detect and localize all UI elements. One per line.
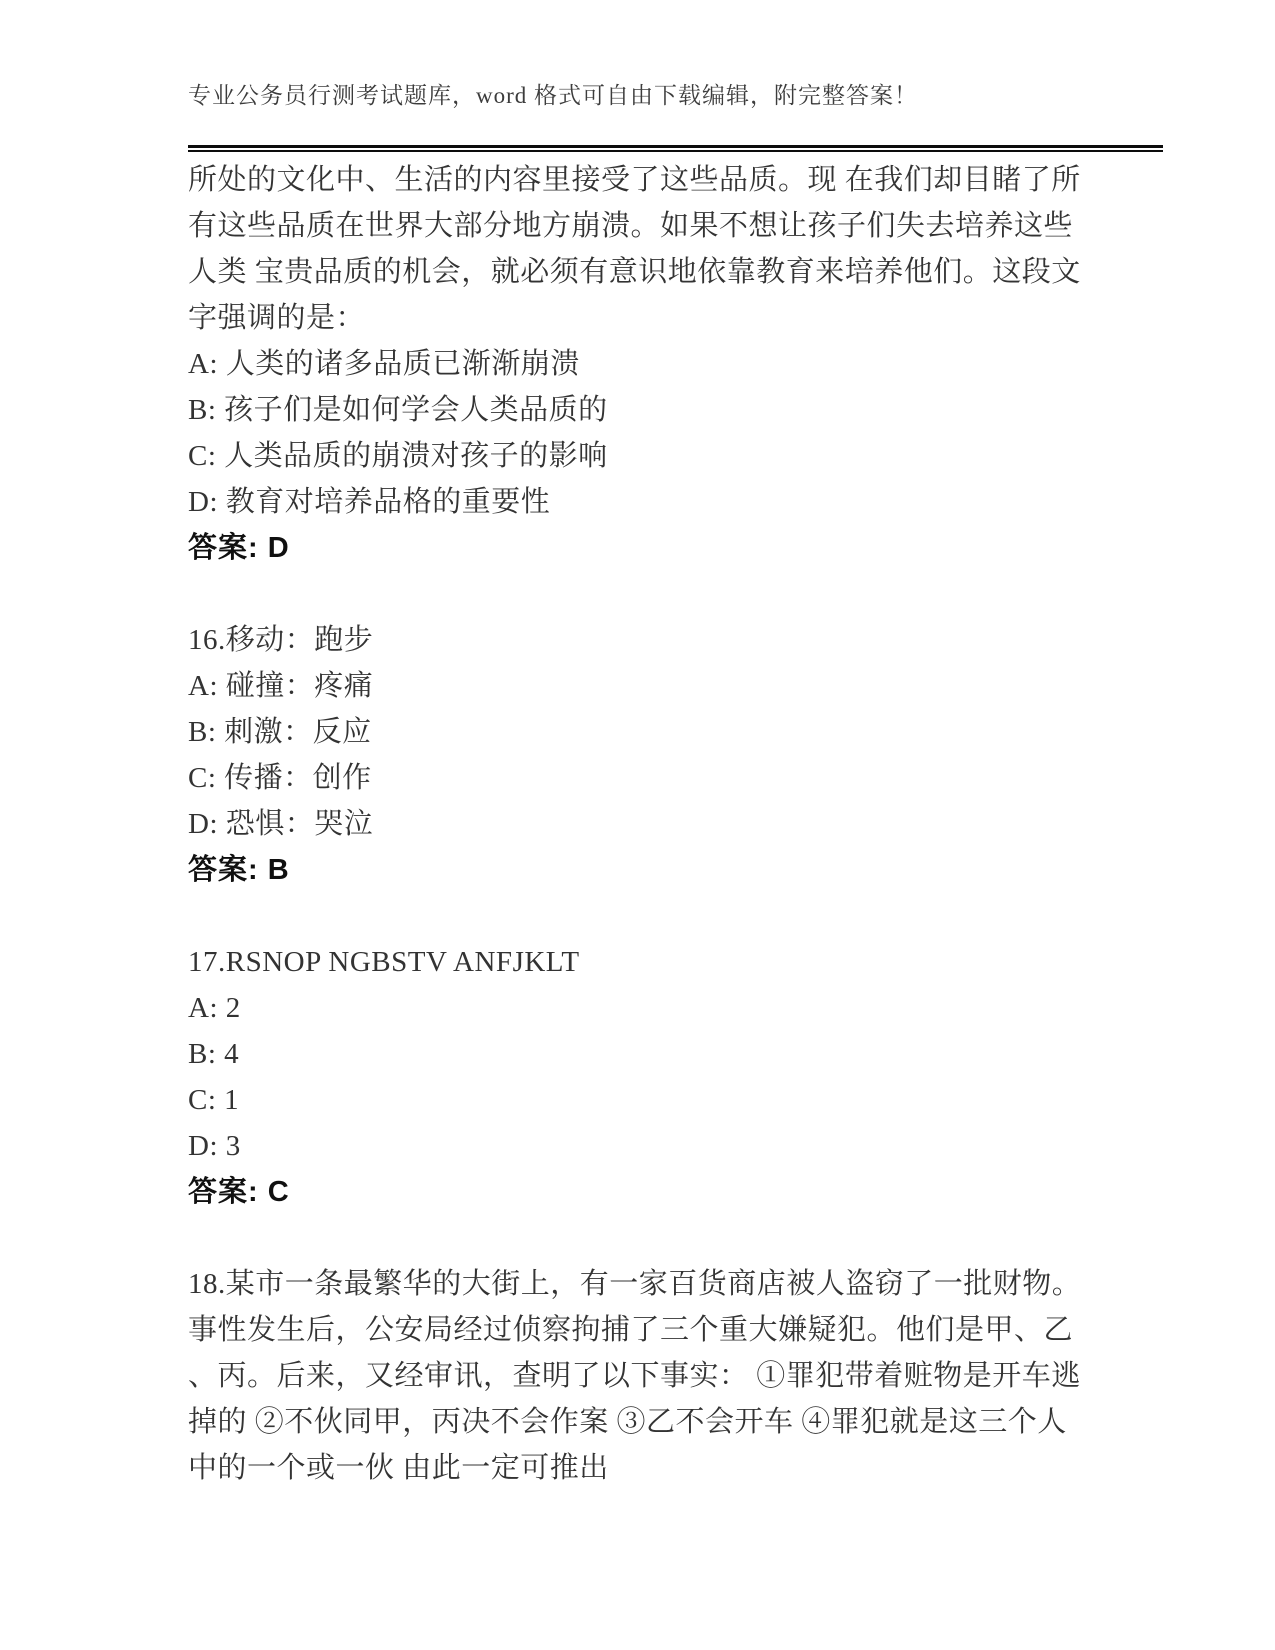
option-line: C: 传播：创作: [188, 762, 372, 794]
option-line: D: 教育对培养品格的重要性: [188, 486, 551, 518]
question-stem-line: 18.某市一条最繁华的大街上，有一家百货商店被人盗窃了一批财物。: [188, 1268, 1082, 1300]
option-line: A: 人类的诸多品质已渐渐崩溃: [188, 348, 580, 380]
option-line: C: 人类品质的崩溃对孩子的影响: [188, 440, 608, 472]
question-stem-line: 字强调的是：: [188, 302, 366, 334]
question-block: [188, 939, 1163, 1215]
question-stem-line: 有这些品质在世界大部分地方崩溃。如果不想让孩子们失去培养这些: [188, 210, 1074, 242]
answer-line: 答案: D: [188, 532, 290, 564]
question-stem-line: 、丙。后来，又经审讯，查明了以下事实： ①罪犯带着赃物是开车逃: [188, 1360, 1081, 1392]
header-rule: [188, 145, 1163, 152]
option-line: A: 碰撞：疼痛: [188, 670, 374, 702]
option-line: B: 4: [188, 1038, 240, 1070]
option-line: B: 刺激：反应: [188, 716, 372, 748]
questions-container: [188, 157, 1163, 1491]
option-line: B: 孩子们是如何学会人类品质的: [188, 394, 608, 426]
question-stem-line: 16.移动：跑步: [188, 624, 374, 656]
question-stem-line: 所处的文化中、生活的内容里接受了这些品质。现 在我们却目睹了所: [188, 164, 1081, 196]
question-block: [188, 617, 1163, 893]
option-line: C: 1: [188, 1084, 240, 1116]
answer-line: 答案: B: [188, 854, 290, 886]
header-note: 专业公务员行测考试题库，word 格式可自由下载编辑，附完整答案！: [188, 83, 919, 108]
answer-line: 答案: C: [188, 1176, 290, 1208]
option-line: A: 2: [188, 992, 241, 1024]
question-block: [188, 157, 1163, 571]
question-block: [188, 1261, 1163, 1491]
option-line: D: 恐惧：哭泣: [188, 808, 374, 840]
question-stem-line: 17.RSNOP NGBSTV ANFJKLT: [188, 946, 580, 978]
question-stem-line: 事性发生后，公安局经过侦察拘捕了三个重大嫌疑犯。他们是甲、乙: [188, 1314, 1074, 1346]
question-stem-line: 中的一个或一伙 由此一定可推出: [188, 1452, 609, 1484]
question-stem-line: 掉的 ②不伙同甲，丙决不会作案 ③乙不会开车 ④罪犯就是这三个人: [188, 1406, 1067, 1438]
question-stem-line: 人类 宝贵品质的机会，就必须有意识地依靠教育来培养他们。这段文: [188, 256, 1081, 288]
option-line: D: 3: [188, 1130, 241, 1162]
